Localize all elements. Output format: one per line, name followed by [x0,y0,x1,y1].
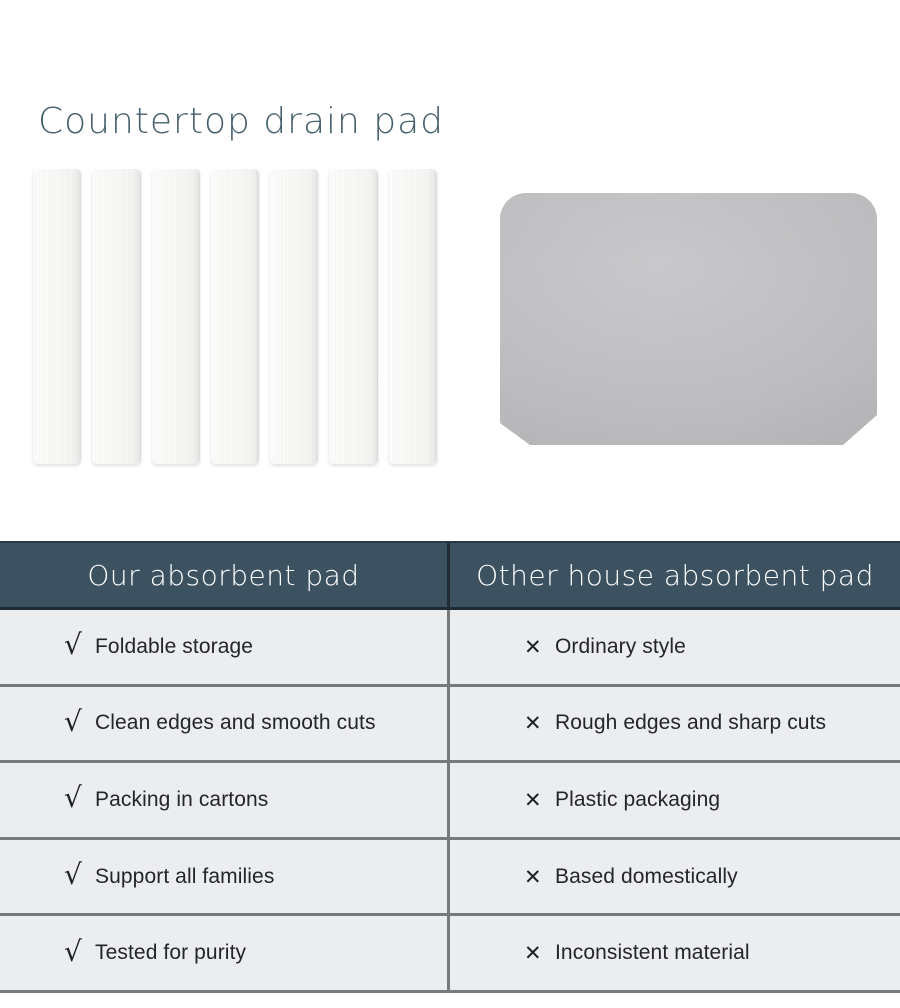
cross-icon: ✕ [524,864,542,889]
comparison-row [0,840,900,917]
feature-text: Rough edges and sharp cuts [555,711,827,735]
check-icon: √ [64,781,82,815]
header-our-pad: Our absorbent pad [0,543,450,607]
pad-texture [500,193,877,445]
other-cell [450,763,900,837]
cross-icon: ✕ [524,634,542,659]
feature-text: Packing in cartons [95,787,269,811]
pad-slat [389,168,437,464]
pad-slat [92,168,140,464]
cross-icon: ✕ [524,711,542,736]
comparison-row [0,610,900,687]
ours-cell [0,687,450,761]
pad-slat [329,168,377,464]
feature-text: Based domestically [555,864,738,888]
feature-text: Foldable storage [95,634,254,658]
pad-slat [270,168,318,464]
page-title: Countertop drain pad [38,101,445,142]
ours-cell [0,763,450,837]
check-icon: √ [64,704,82,738]
feature-text: Plastic packaging [555,787,721,811]
other-pad-product-image [500,193,877,445]
comparison-row [0,763,900,840]
pad-slat [211,168,259,464]
check-icon: √ [64,858,82,892]
our-pad-product-image [33,168,437,464]
cross-icon: ✕ [524,787,542,812]
comparison-table [0,541,900,993]
feature-text: Tested for purity [95,941,247,965]
ours-cell [0,610,450,684]
comparison-header-row [0,541,900,610]
other-cell [450,840,900,914]
header-other-pad: Other house absorbent pad [476,558,874,592]
ours-cell [0,840,450,914]
feature-text: Ordinary style [555,634,686,658]
cross-icon: ✕ [524,941,542,966]
other-cell [450,610,900,684]
feature-text: Inconsistent material [555,941,750,965]
feature-text: Support all families [95,864,275,888]
feature-text: Clean edges and smooth cuts [95,711,376,735]
other-cell [450,916,900,990]
check-icon: √ [64,628,82,662]
other-cell [450,687,900,761]
ours-cell [0,916,450,990]
pad-slat [33,168,81,464]
pad-slat [152,168,200,464]
check-icon: √ [64,934,82,968]
comparison-row [0,916,900,993]
comparison-row [0,687,900,764]
